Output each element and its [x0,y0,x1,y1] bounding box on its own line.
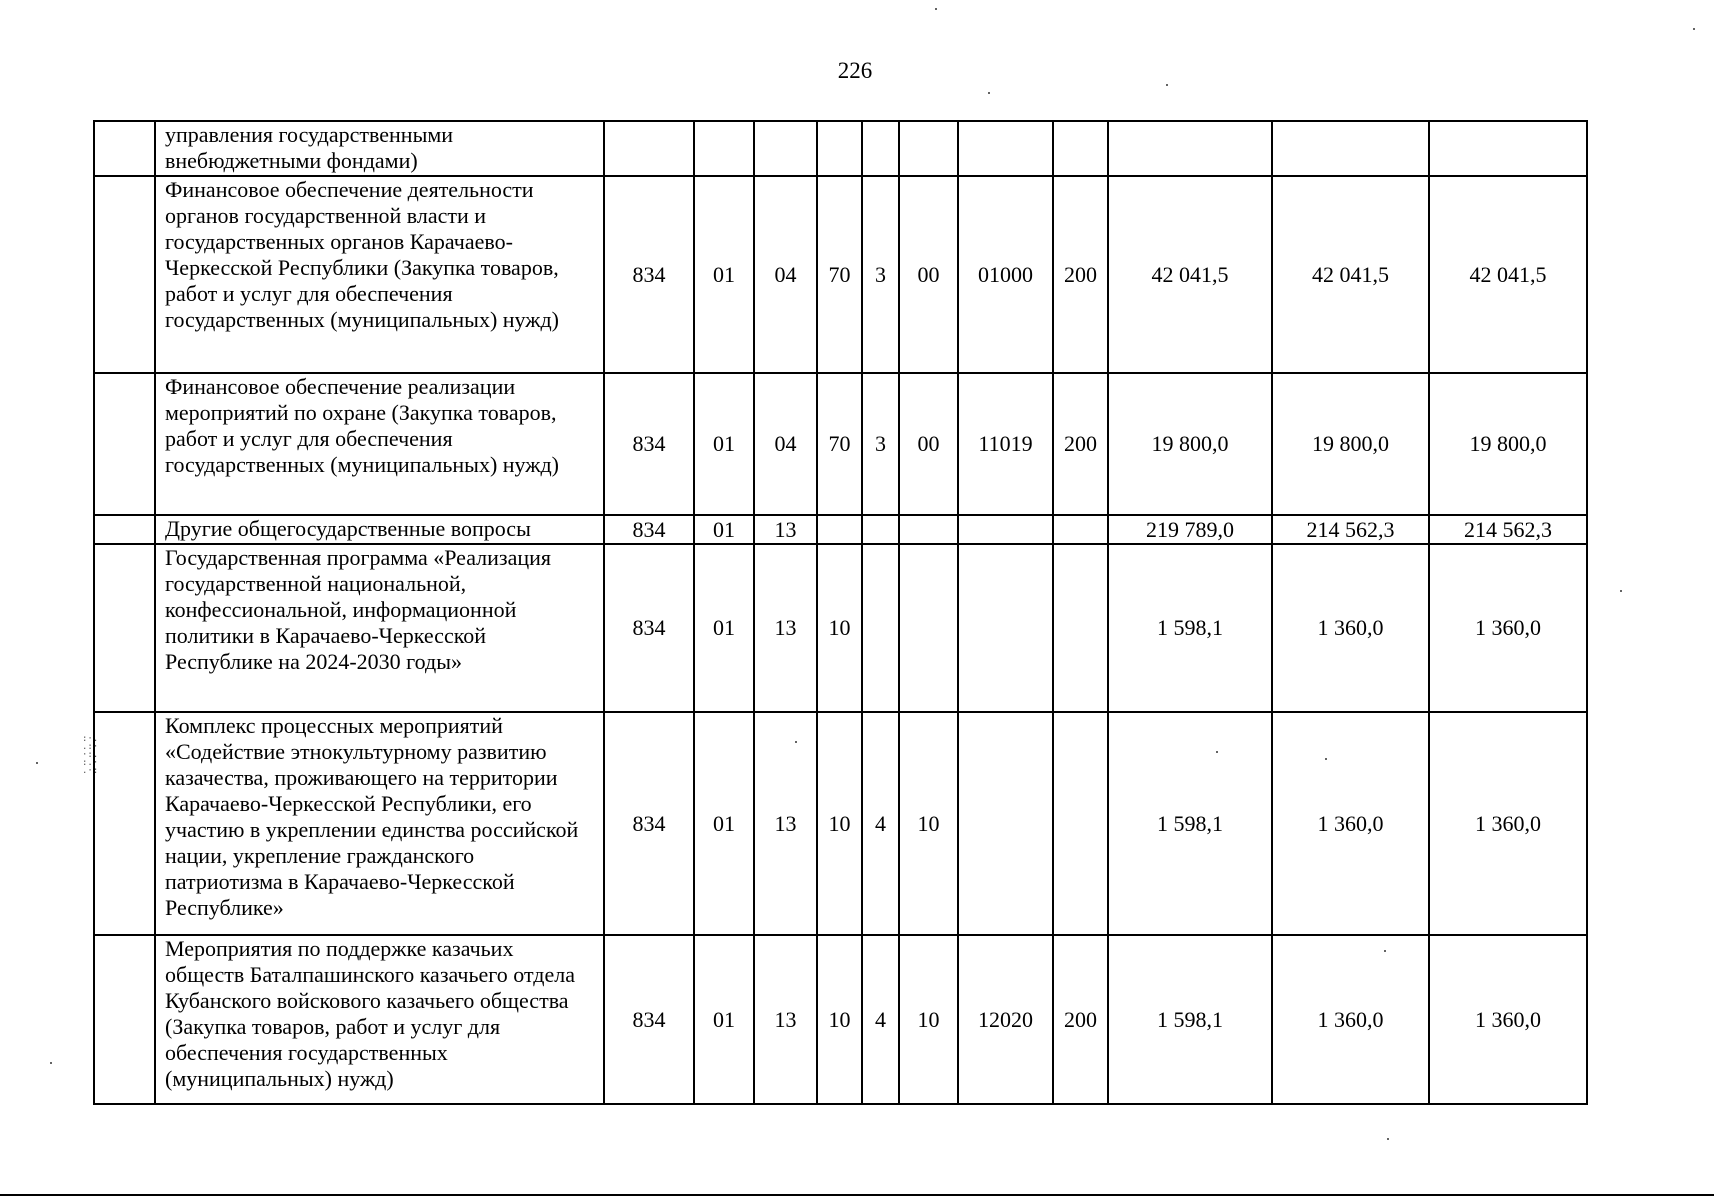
amount-year3-cell: 1 360,0 [1429,544,1587,712]
ministry-code-cell: 834 [604,373,694,515]
description-cell: Комплекс процессных мероприятий «Содействие этнокультурному развитию казачества, проживающего на территории Карачаево-Черкесской Республики, его участию в укреплении единства российской нации, укрепление гражданского патриотизма в Карачаево-Черкесской Республике» [155,712,604,935]
amount-year3-cell: 19 800,0 [1429,373,1587,515]
subsection-code-cell: 13 [754,515,817,544]
table-row [94,176,1587,373]
amount-year3-cell: 42 041,5 [1429,176,1587,373]
amount-year1-cell: 219 789,0 [1108,515,1272,544]
amount-year3-cell: 1 360,0 [1429,712,1587,935]
ministry-code-cell: 834 [604,515,694,544]
subprogram-code-cell [862,544,899,712]
table-row [94,373,1587,515]
scan-speck [36,762,38,764]
row-number-cell [94,712,155,935]
amount-year1-cell: 19 800,0 [1108,373,1272,515]
scan-speck [1693,28,1695,30]
subprogram-code-cell: 3 [862,373,899,515]
amount-year1-cell: 1 598,1 [1108,544,1272,712]
description-cell: Другие общегосударственные вопросы [155,515,604,544]
ministry-code-cell [604,121,694,176]
amount-year2-cell [1272,121,1429,176]
scan-speck [988,92,990,94]
section-code-cell: 01 [694,373,754,515]
expense-type-cell [1053,712,1108,935]
complex-code-cell [899,544,958,712]
subsection-code-cell: 13 [754,712,817,935]
program-code-cell: 10 [817,935,862,1104]
row-number-cell [94,515,155,544]
program-code-cell [817,121,862,176]
table-row [94,121,1587,176]
program-code-cell [817,515,862,544]
ministry-code-cell: 834 [604,712,694,935]
complex-code-cell: 00 [899,373,958,515]
page-number: 226 [837,58,873,83]
subprogram-code-cell [862,121,899,176]
amount-year2-cell: 1 360,0 [1272,712,1429,935]
subsection-code-cell: 04 [754,176,817,373]
section-code-cell: 01 [694,515,754,544]
ministry-code-cell: 834 [604,544,694,712]
ministry-code-cell: 834 [604,935,694,1104]
expense-type-cell [1053,121,1108,176]
expense-type-cell [1053,544,1108,712]
expense-type-cell [1053,515,1108,544]
subprogram-code-cell: 4 [862,712,899,935]
amount-year3-cell: 1 360,0 [1429,935,1587,1104]
row-number-cell [94,935,155,1104]
amount-year1-cell: 42 041,5 [1108,176,1272,373]
direction-code-cell: 01000 [958,176,1053,373]
subprogram-code-cell: 3 [862,176,899,373]
program-code-cell: 10 [817,712,862,935]
scan-speck [50,1062,52,1064]
scan-speck [935,8,937,10]
description-cell: Финансовое обеспечение реализации мероприятий по охране (Закупка товаров, работ и услуг для обеспечения государственных (муниципальных) нужд) [155,373,604,515]
section-code-cell: 01 [694,712,754,935]
bottom-edge-rule [0,1194,1714,1196]
direction-code-cell [958,515,1053,544]
amount-year2-cell: 214 562,3 [1272,515,1429,544]
direction-code-cell: 11019 [958,373,1053,515]
amount-year2-cell: 19 800,0 [1272,373,1429,515]
complex-code-cell: 00 [899,176,958,373]
section-code-cell: 01 [694,544,754,712]
ministry-code-cell: 834 [604,176,694,373]
program-code-cell: 10 [817,544,862,712]
scan-speck [1387,1138,1389,1140]
scan-speck [1216,751,1218,753]
description-cell: Государственная программа «Реализация государственной национальной, конфессиональной, информационной политики в Карачаево-Черкесской Республике на 2024-2030 годы» [155,544,604,712]
row-number-cell [94,544,155,712]
section-code-cell: 01 [694,935,754,1104]
complex-code-cell: 10 [899,712,958,935]
subsection-code-cell: 13 [754,935,817,1104]
scan-speck [1620,590,1622,592]
section-code-cell: 01 [694,176,754,373]
amount-year1-cell: 1 598,1 [1108,935,1272,1104]
amount-year1-cell: 1 598,1 [1108,712,1272,935]
complex-code-cell [899,121,958,176]
table-row [94,515,1587,544]
table-row [94,935,1587,1104]
program-code-cell: 70 [817,176,862,373]
amount-year3-cell [1429,121,1587,176]
complex-code-cell [899,515,958,544]
row-number-cell [94,121,155,176]
table-row [94,712,1587,935]
table-row [94,544,1587,712]
subsection-code-cell: 04 [754,373,817,515]
amount-year3-cell: 214 562,3 [1429,515,1587,544]
description-cell: управления государственными внебюджетными фондами) [155,121,604,176]
row-number-cell [94,373,155,515]
scan-speck [1384,950,1386,952]
direction-code-cell [958,121,1053,176]
direction-code-cell [958,712,1053,935]
section-code-cell [694,121,754,176]
amount-year2-cell: 1 360,0 [1272,935,1429,1104]
scan-speck [1166,84,1168,86]
scan-speck [795,741,797,743]
scan-artifact: :·. .:· ·:. :.· .·: [82,734,99,776]
complex-code-cell: 10 [899,935,958,1104]
scan-speck [1325,758,1327,760]
expense-type-cell: 200 [1053,935,1108,1104]
direction-code-cell [958,544,1053,712]
subprogram-code-cell: 4 [862,935,899,1104]
amount-year2-cell: 42 041,5 [1272,176,1429,373]
table-body [94,121,1587,1104]
description-cell: Финансовое обеспечение деятельности органов государственной власти и государственных органов Карачаево-Черкесской Республики (Закупка товаров, работ и услуг для обеспечения государственных (муниципальных) нужд) [155,176,604,373]
subprogram-code-cell [862,515,899,544]
expense-type-cell: 200 [1053,176,1108,373]
amount-year1-cell [1108,121,1272,176]
description-cell: Мероприятия по поддержке казачьих обществ Баталпашинского казачьего отдела Кубанского войскового казачьего общества (Закупка товаров, работ и услуг для обеспечения государственных (муниципальных) нужд) [155,935,604,1104]
direction-code-cell: 12020 [958,935,1053,1104]
row-number-cell [94,176,155,373]
budget-table [93,120,1588,1105]
amount-year2-cell: 1 360,0 [1272,544,1429,712]
expense-type-cell: 200 [1053,373,1108,515]
program-code-cell: 70 [817,373,862,515]
subsection-code-cell [754,121,817,176]
subsection-code-cell: 13 [754,544,817,712]
